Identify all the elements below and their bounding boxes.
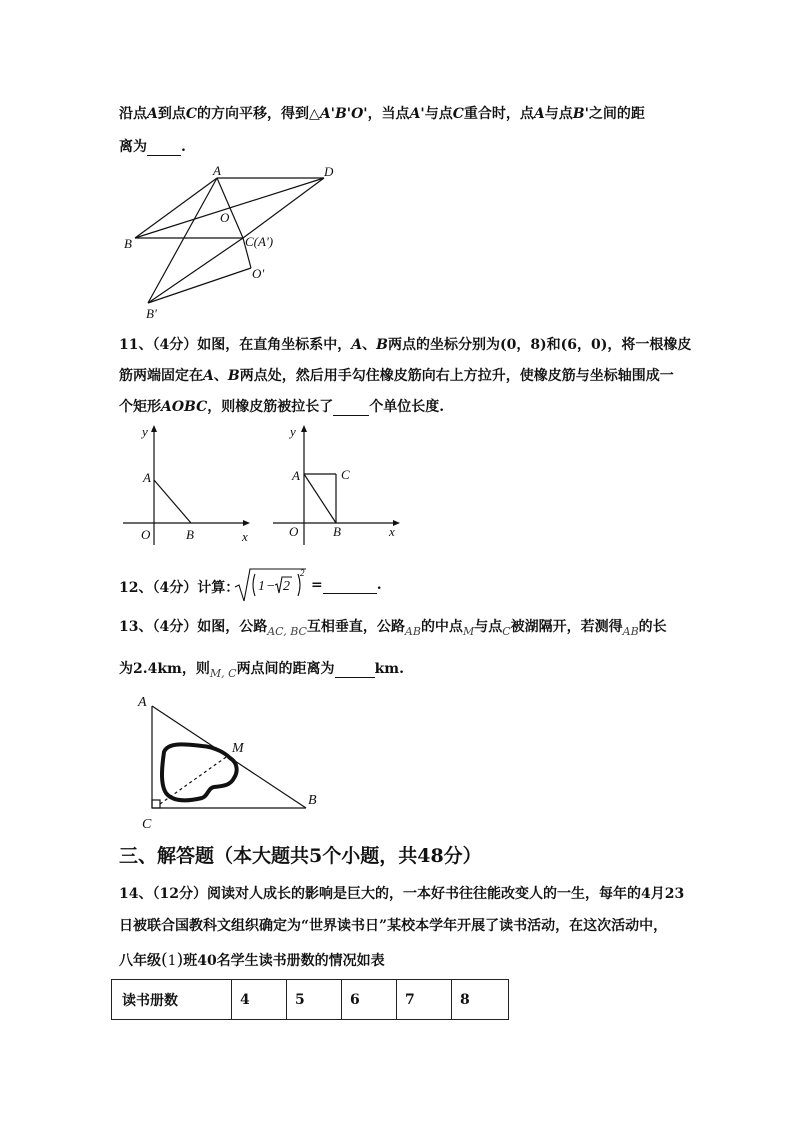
q12-line: 12、（4分）计算： [119, 580, 240, 596]
label-B: B [124, 236, 132, 251]
table-header-cell: 读书册数 [112, 980, 232, 1020]
q11-line-3: 个矩形AOBC，则橡皮筋被拉长了 个单位长度. [119, 399, 445, 415]
axis-x-label: x [242, 529, 248, 544]
label-C: C [341, 467, 350, 482]
label-B: B [333, 524, 341, 539]
label-B: B [308, 793, 317, 808]
q11-line-1: 11、（4分）如图，在直角坐标系中，A、B两点的坐标分别为(0，8)和(6，0)，将一根橡皮 [119, 337, 692, 353]
num-one: 1 [258, 579, 265, 594]
q13-lake-figure [130, 688, 330, 834]
axis-y-label: y [142, 424, 148, 439]
answer-blank [333, 399, 369, 416]
label-O: O [220, 210, 230, 225]
section-heading: 三、解答题（本大题共5个小题，共48分） [119, 845, 482, 867]
answer-blank [335, 661, 375, 678]
label-D: D [324, 164, 334, 179]
q14-line-3: 八年级(1)班40名学生读书册数的情况如表 [119, 950, 385, 970]
num-two: 2 [283, 579, 290, 594]
q11-line-2: 筋两端固定在A、B两点处，然后用手勾住橡皮筋向右上方拉升，使橡皮筋与坐标轴围成一 [119, 368, 674, 384]
label-C: C [142, 817, 152, 832]
label-O: O [141, 527, 151, 542]
label-A: A [143, 470, 151, 485]
q13-line-1: 13、（4分）如图，公路$_{AC, BC}$互相垂直，公路$_{AB}$的中点$_M$与点$_C$被湖隔开，若测得$_{AB}$的长 [119, 619, 667, 638]
table-cell: 7 [397, 980, 452, 1020]
books-read-table [111, 979, 509, 1020]
label-A: A [138, 695, 147, 710]
axis-y-label: y [290, 424, 296, 439]
label-A: A [292, 468, 300, 483]
label-O-prime: O' [252, 266, 265, 281]
minus-sign: − [266, 579, 276, 594]
q10-line-2: 离为 . [119, 139, 186, 155]
q14-line-2: 日被联合国教科文组织确定为“世界读书日”某校本学年开展了读书活动，在这次活动中， [119, 918, 668, 934]
exponent: 2 [300, 568, 305, 578]
label-B: B [186, 527, 194, 542]
label-A: A [213, 163, 221, 178]
table-row [112, 980, 509, 1020]
q14-line-1: 14、（12分）阅读对人成长的影响是巨大的，一本好书往往能改变人的一生，每年的4月23 [119, 886, 685, 902]
q11-figure-2 [268, 420, 408, 550]
answer-blank [323, 577, 377, 594]
table-cell: 8 [452, 980, 509, 1020]
answer-blank [147, 139, 181, 156]
label-B-prime: B' [146, 306, 157, 320]
table-cell: 4 [232, 980, 287, 1020]
label-M: M [232, 741, 244, 756]
sqrt-expression [234, 565, 314, 605]
table-cell: 6 [342, 980, 397, 1020]
q10-line-1: 沿点A到点C的方向平移，得到△A'B'O'，当点A'与点C重合时，点A与点B'之间的距 [119, 106, 645, 122]
label-O: O [289, 524, 299, 539]
label-C-A-prime: C(A') [245, 234, 274, 249]
q12-answer: = . [311, 577, 382, 593]
q10-parallelogram-figure [118, 160, 348, 320]
axis-x-label: x [389, 524, 395, 539]
table-cell: 5 [287, 980, 342, 1020]
q13-line-2: 为2.4km，则$_{M, C}$两点间的距离为 km. [119, 661, 404, 680]
q11-figure-1 [118, 420, 258, 550]
